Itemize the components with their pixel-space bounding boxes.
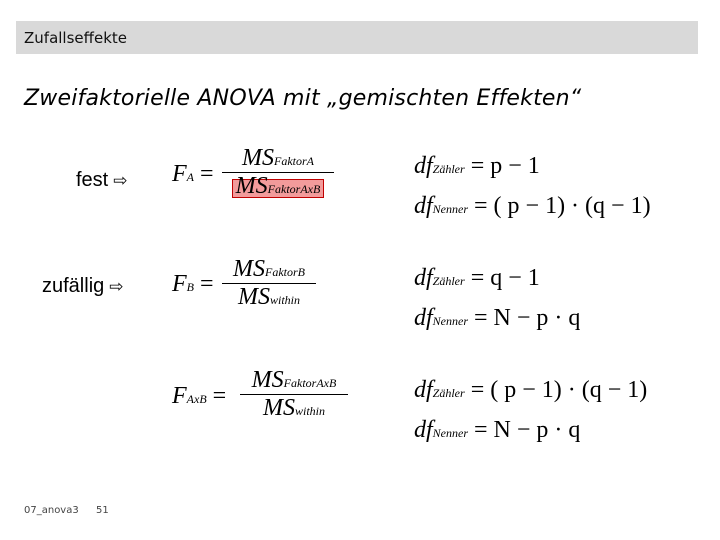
formula-fa-fraction bbox=[222, 145, 334, 200]
df-zaehler-row3: dfZähler = ( p − 1) · (q − 1) bbox=[414, 377, 648, 403]
formula-faxb-fraction bbox=[240, 367, 348, 422]
arrow-right-icon: ⇨ bbox=[113, 171, 128, 190]
formula-fa-lhs: FA = bbox=[172, 161, 214, 187]
footer-page-number: 51 bbox=[96, 505, 109, 516]
formula-fb-lhs: FB = bbox=[172, 271, 214, 297]
fb-denominator: MSwithin bbox=[237, 284, 300, 310]
label-random-text: zufällig bbox=[42, 275, 105, 297]
df-zaehler-row1: dfZähler = p − 1 bbox=[414, 153, 540, 179]
label-fixed bbox=[76, 169, 128, 192]
label-fixed-text: fest bbox=[76, 169, 109, 191]
footer-filename: 07_anova3 bbox=[24, 505, 79, 516]
df-zaehler-row2: dfZähler = q − 1 bbox=[414, 265, 540, 291]
df-nenner-row2: dfNenner = N − p · q bbox=[414, 305, 581, 331]
fb-numerator: MSFaktorB bbox=[233, 256, 305, 282]
df-nenner-row3: dfNenner = N − p · q bbox=[414, 417, 581, 443]
header-bar bbox=[16, 21, 698, 54]
formula-faxb-lhs: FAxB = bbox=[172, 383, 227, 409]
label-random bbox=[42, 275, 124, 298]
formula-fb-fraction bbox=[222, 256, 316, 311]
fa-numerator: MSFaktorA bbox=[242, 145, 314, 171]
header-title: Zufallseffekte bbox=[24, 29, 127, 47]
df-nenner-row1: dfNenner = ( p − 1) · (q − 1) bbox=[414, 193, 651, 219]
arrow-right-icon: ⇨ bbox=[109, 277, 124, 296]
fa-denominator-highlight: MSFaktorAxB bbox=[222, 173, 334, 200]
faxb-numerator: MSFaktorAxB bbox=[251, 367, 337, 393]
faxb-denominator: MSwithin bbox=[262, 395, 325, 421]
slide-title: Zweifaktorielle ANOVA mit „gemischten Effekten“ bbox=[24, 86, 582, 111]
